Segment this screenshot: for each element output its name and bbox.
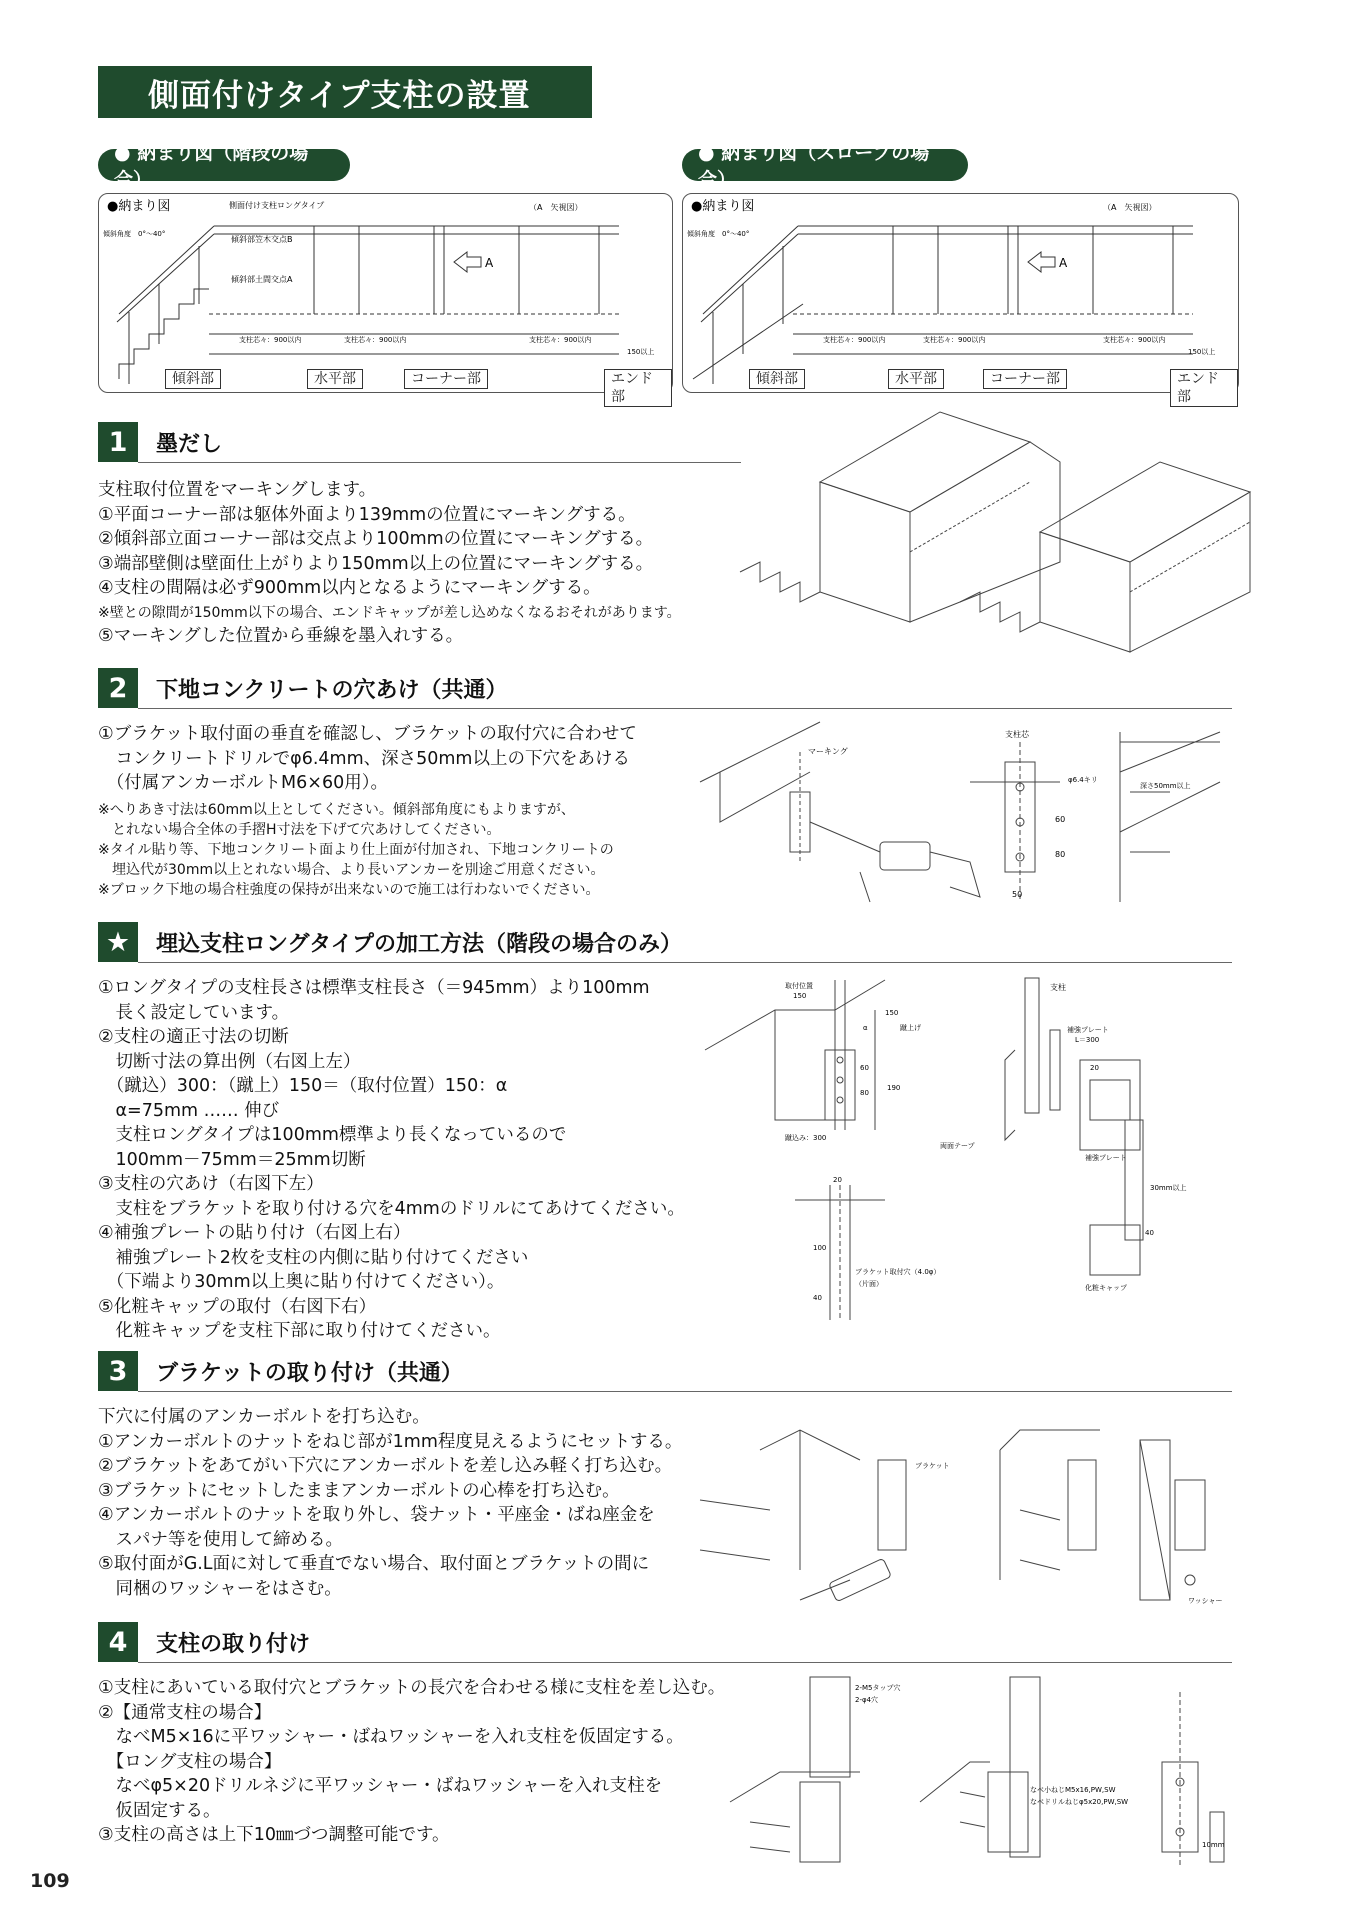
post-installation-illustration [730, 1672, 1230, 1872]
section-tag-slope: 傾斜部 [165, 369, 221, 389]
label-over-30: 30mm以上 [1150, 1184, 1187, 1192]
section-number: ★ [98, 922, 138, 962]
dim-80: 80 [1055, 850, 1066, 859]
pitch-label-2: 支柱芯々：900以内 [344, 336, 407, 344]
label-hole-side: （片面） [855, 1280, 883, 1288]
drilling-illustration [700, 712, 1230, 912]
marking-illustration [740, 402, 1260, 662]
pitch-label-1: 支柱芯々：900以内 [239, 336, 302, 344]
section-2-body: ①ブラケット取付面の垂直を確認し、ブラケットの取付穴に合わせて コンクリートドリルでφ6.4mm、深さ50mm以上の下穴をあける （付属アンカーボルトM6×60用）。 [98, 724, 637, 793]
section-3-body: 下穴に付属のアンカーボルトを打ち込む。 ①アンカーボルトのナットをねじ部が1mm程度見えるようにセットする。 ②ブラケットをあてがい下穴にアンカーボルトを差し込み軽く打ち込む。 ③ブラケットにセットしたままアンカーボルトの心棒を打ち込む。 ④アンカーボルトのナットを取り外し、袋ナット・平座金・ばね座金を スパナ等を使用して締める。 ⑤取付面がG.L面に対して垂直でない場合、取付面とブラケットの間に 同梱のワッシャーをはさむ。 [98, 1407, 683, 1599]
label-intersection-b: 傾斜部笠木交点B [231, 235, 293, 244]
section-tag-end: エンド部 [1170, 369, 1238, 407]
view-caption: （A 矢視図） [529, 203, 583, 212]
label-washer: ワッシャー [1188, 1597, 1223, 1605]
section-number: 2 [98, 668, 138, 708]
section-1-header [98, 422, 222, 462]
dim-hole-20: 20 [833, 1176, 842, 1184]
label-depth: 深さ50mm以上 [1140, 782, 1191, 790]
label-bracket-hole: ブラケット取付穴（4.0φ） [855, 1268, 941, 1276]
dim-alpha: α [863, 1024, 868, 1032]
label-riser: 蹴上げ [900, 1024, 921, 1032]
view-arrow-label: A [485, 256, 494, 270]
page-title: 側面付けタイプ支柱の設置 [98, 66, 592, 118]
label-post-center: 支柱芯 [1005, 730, 1029, 739]
section-title: 墨だし [156, 431, 223, 457]
section-1-body: 支柱取付位置をマーキングします。 ①平面コーナー部は躯体外面より139mmの位置にマーキングする。 ②傾斜部立面コーナー部は交点より100mmの位置にマーキングする。 ③端部壁側は壁面仕上がりより150mm以上の位置にマーキングする。 ④支柱の間隔は必ず900mm以内となるようにマーキングする。 [98, 480, 654, 598]
label-position: 取付位置 [785, 982, 813, 990]
pitch-label-1: 支柱芯々：900以内 [823, 336, 886, 344]
section-star-header [98, 922, 682, 962]
view-caption: （A 矢視図） [1103, 203, 1157, 212]
label-tread: 蹴込み：300 [785, 1134, 827, 1142]
dim-hole-40: 40 [813, 1294, 822, 1302]
label-screw-long: なべドリルねじφ5x20,PW,SW [1030, 1798, 1129, 1806]
stairs-assembly-diagram [98, 193, 673, 405]
slope-assembly-diagram [682, 193, 1239, 405]
bracket-installation-illustration [700, 1420, 1230, 1620]
label-long-type: 側面付け支柱ロングタイプ [229, 201, 325, 210]
label-screw-normal: なべ小ねじM5x16,PW,SW [1030, 1786, 1116, 1794]
dim-60: 60 [1055, 815, 1066, 824]
section-4-header [98, 1622, 310, 1662]
section-tag-end: エンド部 [604, 369, 672, 407]
stairs-assembly-drawing [99, 194, 671, 391]
section-title: 埋込支柱ロングタイプの加工方法（階段の場合のみ） [156, 931, 683, 957]
section-divider [138, 708, 1232, 709]
label-plate: 補強プレート [1067, 1026, 1109, 1034]
section-divider [138, 1391, 1232, 1392]
end-gap-label: 150以上 [627, 348, 655, 356]
dim-cap-40: 40 [1145, 1229, 1154, 1237]
section-1-note: ※壁との隙間が150mm以下の場合、エンドキャップが差し込めなくなるおそれがあります。 [98, 605, 681, 621]
section-divider [138, 462, 741, 463]
dim-position: 150 [793, 992, 807, 1000]
diagram-header: ●納まり図 [107, 199, 171, 214]
label-hole-size: φ6.4キリ [1068, 776, 1098, 784]
section-number: 1 [98, 422, 138, 462]
section-2-header [98, 668, 508, 708]
label-bracket: ブラケット [915, 1462, 950, 1470]
section-tag-slope: 傾斜部 [749, 369, 805, 389]
slope-assembly-drawing [683, 194, 1237, 391]
section-tag-horizontal: 水平部 [307, 369, 363, 389]
label-marking: マーキング [808, 747, 848, 756]
dim-riser: 150 [885, 1009, 899, 1017]
section-star-body: ①ロングタイプの支柱長さは標準支柱長さ（＝945mm）より100mm 長く設定しています。 ②支柱の適正寸法の切断 切断寸法の算出例（右図上左） （蹴込）300：（蹴上）150＝（取付位置）150：α α=75mm …… 伸び 支柱ロングタイプは100mm標準より長くなっているので 100mm－75mm＝25mm切断 ③支柱の穴あけ（右図下左） 支柱をブラケットを取り付ける穴を4mmのドリルにてあけてください。 ④補強プレートの貼り付け（右図上右） 補強プレート2枚を支柱の内側に貼り付けてください （下端より30mm以上奥に貼り付けてください）。 ⑤化粧キャップの取付（右図下右） 化粧キャップを支柱下部に取り付けてください。 [98, 978, 685, 1341]
section-divider [138, 962, 1232, 963]
section-3-header [98, 1351, 463, 1391]
label-tap-hole: 2-M5タップ穴 [855, 1684, 901, 1692]
label-tape: 両面テープ [940, 1142, 975, 1150]
label-angle: 傾斜角度 0°～40° [687, 230, 750, 238]
section-tag-horizontal: 水平部 [888, 369, 944, 389]
section-title: ブラケットの取り付け（共通） [156, 1360, 463, 1386]
diagram-header: ●納まり図 [691, 199, 755, 214]
label-cap: 化粧キャップ [1085, 1284, 1127, 1292]
section-4-body: ①支柱にあいている取付穴とブラケットの長穴を合わせる様に支柱を差し込む。 ②【通常支柱の場合】 なべM5×16に平ワッシャー・ばねワッシャーを入れ支柱を仮固定する。 【ロング支柱の場合】 なべφ5×20ドリルネジに平ワッシャー・ばねワッシャーを入れ支柱を 仮固定する。 ③支柱の高さは上下10㎜づつ調整可能です。 [98, 1678, 726, 1845]
section-tag-corner: コーナー部 [983, 369, 1067, 389]
dim-50: 50 [1012, 890, 1023, 899]
label-post: 支柱 [1050, 983, 1066, 992]
pitch-label-2: 支柱芯々：900以内 [923, 336, 986, 344]
section-number: 3 [98, 1351, 138, 1391]
section-divider [138, 1662, 1232, 1663]
pitch-label-3: 支柱芯々：900以内 [1103, 336, 1166, 344]
section-number: 4 [98, 1622, 138, 1662]
label-plate-length: L＝300 [1075, 1036, 1100, 1044]
dim-20: 20 [1090, 1064, 1099, 1072]
pitch-label-3: 支柱芯々：900以内 [529, 336, 592, 344]
dim-hole-100: 100 [813, 1244, 827, 1252]
label-drill-hole: 2-φ4穴 [855, 1696, 879, 1704]
dim-80: 80 [860, 1089, 869, 1097]
section-title: 支柱の取り付け [156, 1631, 311, 1657]
page-number: 109 [30, 1870, 70, 1892]
label-adjust: 10mm [1202, 1841, 1225, 1849]
section-1-body-2: ⑤マーキングした位置から垂線を墨入れする。 [98, 626, 464, 646]
long-post-processing-illustration [705, 970, 1205, 1330]
section-tag-corner: コーナー部 [404, 369, 488, 389]
label-plate-2: 補強プレート [1085, 1154, 1127, 1162]
stairs-diagram-pill: ● 納まり図（階段の場合） [98, 149, 350, 181]
view-arrow-label: A [1059, 256, 1068, 270]
section-2-note: ※へりあき寸法は60mm以上としてください。傾斜部角度にもよりますが、 とれない場合全体の手摺H寸法を下げて穴あけしてください。 ※タイル貼り等、下地コンクリート面より仕上面が付加され、下地コンクリートの 埋込代が30mm以上とれない場合、より長いアンカーを別途ご用意ください。 ※ブロック下地の場合柱強度の保持が出来ないので施工は行わないでください。 [98, 802, 614, 898]
dim-60: 60 [860, 1064, 869, 1072]
label-angle: 傾斜角度 0°～40° [103, 230, 166, 238]
end-gap-label: 150以上 [1188, 348, 1216, 356]
section-title: 下地コンクリートの穴あけ（共通） [156, 677, 508, 703]
dim-190: 190 [887, 1084, 901, 1092]
slope-diagram-pill: ● 納まり図（スロープの場合） [682, 149, 968, 181]
label-intersection-a: 傾斜部土間交点A [231, 275, 293, 284]
